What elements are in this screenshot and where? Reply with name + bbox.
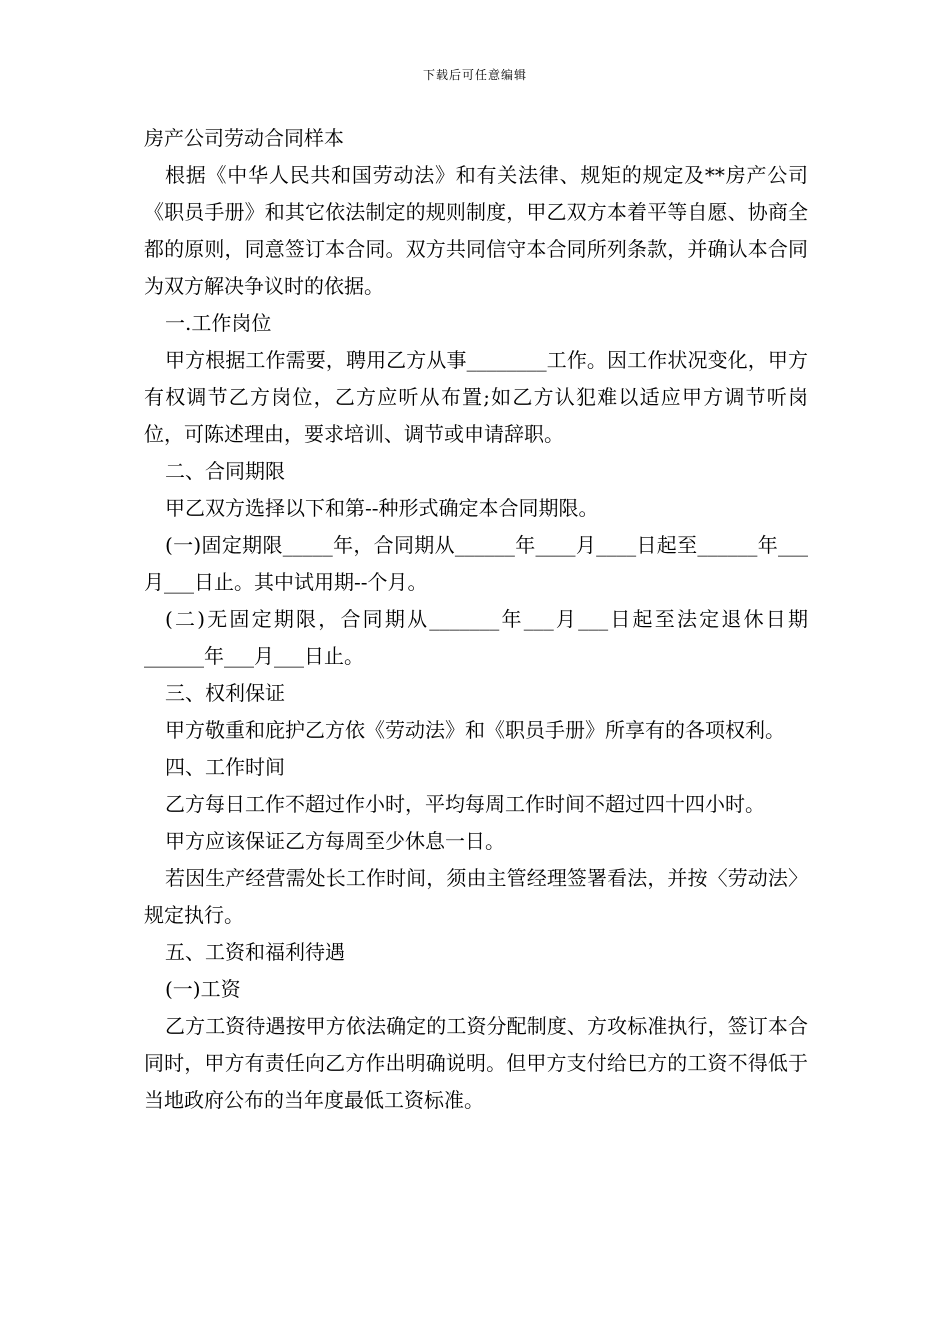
section-heading: 四、工作时间 <box>165 755 285 779</box>
document-title: 房产公司劳动合同样本 <box>144 126 344 150</box>
document-body <box>144 120 808 1119</box>
section-heading: 五、工资和福利待遇 <box>165 940 345 964</box>
paragraph: 乙方每日工作不超过作小时，平均每周工作时间不超过四十四小时。 <box>165 792 765 816</box>
paragraph: (一)固定期限_____年，合同期从______年____月____日起至______年___月___日止。其中试用期--个月。 <box>144 533 808 594</box>
section-heading: 三、权利保证 <box>165 681 285 705</box>
paragraph: (二)无固定期限，合同期从_______年___月___日起至法定退休日期______年___月___日止。 <box>144 607 808 668</box>
section-heading: 二、合同期限 <box>165 459 285 483</box>
section-heading: 一.工作岗位 <box>165 311 272 335</box>
paragraph: 甲方敬重和庇护乙方依《劳动法》和《职员手册》所享有的各项权利。 <box>165 718 785 742</box>
subsection-heading: (一)工资 <box>165 977 241 1001</box>
paragraph: 甲方根据工作需要，聘用乙方从事________工作。因工作状况变化，甲方有权调节乙方岗位，乙方应听从布置;如乙方认犯难以适应甲方调节听岗位，可陈述理由，要求培训、调节或申请辞职。 <box>144 348 808 446</box>
paragraph: 甲乙双方选择以下和第--种形式确定本合同期限。 <box>165 496 599 520</box>
paragraph: 根据《中华人民共和国劳动法》和有关法律、规矩的规定及**房产公司《职员手册》和其它依法制定的规则制度，甲乙双方本着平等自愿、协商全都的原则，同意签订本合同。双方共同信守本合同所列条款，并确认本合同为双方解决争议时的依据。 <box>144 163 808 298</box>
paragraph: 若因生产经营需处长工作时间，须由主管经理签署看法，并按〈劳动法〉规定执行。 <box>144 866 808 927</box>
paragraph: 甲方应该保证乙方每周至少休息一日。 <box>165 829 505 853</box>
paragraph: 乙方工资待遇按甲方依法确定的工资分配制度、方攻标准执行，签订本合同时，甲方有责任向乙方作出明确说明。但甲方支付给巳方的工资不得低于当地政府公布的当年度最低工资标准。 <box>144 1014 808 1112</box>
page-header: 下载后可任意编辑 <box>422 68 527 82</box>
